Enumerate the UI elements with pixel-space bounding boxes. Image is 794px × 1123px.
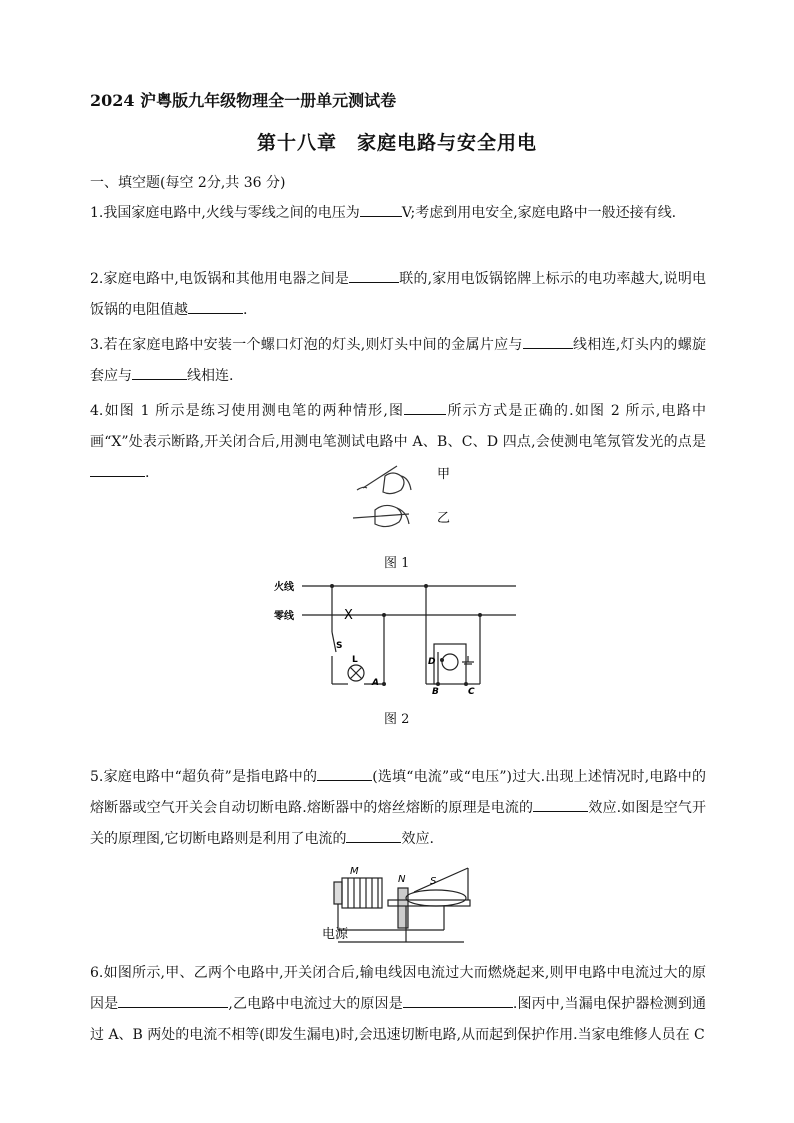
answer-blank[interactable] [90, 460, 145, 477]
document-header: 2024 沪粤版九年级物理全一册单元测试卷 [90, 91, 397, 110]
q1-text-b: V;考虑到用电安全,家庭电路中一般还接有 [401, 205, 658, 221]
q5-text-c: 效应.如图是空气开关的原理图,它切断电路则是利用了电流的 [90, 800, 707, 847]
answer-blank[interactable] [349, 266, 399, 283]
q6-text-c: .图丙中,当漏电保护器检测到通过 A、B 两处的电流不相等(即发生漏电)时,会迅速切断电路,从而起到保护作用.当家电维修人员在 C [90, 996, 706, 1043]
socket-outlet [442, 654, 458, 670]
label-jia: 甲 [437, 467, 451, 482]
socket [434, 644, 466, 684]
label-yi: 乙 [437, 511, 451, 526]
question-2 [90, 264, 706, 326]
section-heading: 一、填空题(每空 2分,共 36 分) [90, 175, 286, 191]
spring [406, 890, 466, 906]
figure-3 [318, 860, 478, 948]
q5-text-b: (选填“电流”或“电压”)过大.出现上述情况时,电路中的熔断器或空气开关会自动切断电路.熔断器中的熔丝熔断的原理是电流的 [90, 769, 707, 816]
answer-blank[interactable] [523, 332, 573, 349]
label-d: D [428, 657, 436, 667]
switch-arm-s [414, 868, 468, 892]
q2-text-b: 联的,家用电饭锅铭牌上标示的电功率越大,说明电饭锅的电阻值越 [90, 271, 706, 318]
q2-text-c: . [243, 302, 248, 318]
answer-blank[interactable] [346, 826, 401, 843]
label-b: B [432, 687, 439, 697]
q5-text-d: 效应. [401, 831, 434, 847]
hand-jia-illustration [357, 466, 411, 494]
q1-text-c: 线. [657, 205, 677, 221]
answer-blank[interactable] [188, 297, 243, 314]
q4-text-a: 4.如图 1 所示是练习使用测电笔的两种情形,图 [90, 403, 405, 419]
question-1 [90, 198, 706, 229]
label-c: C [468, 687, 475, 697]
label-m: M [350, 866, 359, 877]
q4-text-b: 所示方式是正确的.如图 2 所示,电路中画“X”处表示断路,开关闭合后,用测电笔测试电路中 A、B、C、D 四点,会使测电笔氖管发光的点是 [90, 403, 706, 450]
q5-text-a: 5.家庭电路中“超负荷”是指电路中的 [90, 769, 318, 785]
q3-text-c: 线相连. [187, 368, 234, 384]
question-6 [90, 958, 706, 1051]
q4-text-c: . [145, 465, 150, 481]
label-s: S [336, 641, 343, 651]
figure-1 [345, 460, 465, 540]
figure-1-caption: 图 1 [384, 556, 410, 571]
q2-text-a: 2.家庭电路中,电饭锅和其他用电器之间是 [90, 271, 350, 287]
label-neutral: 零线 [274, 611, 294, 622]
chapter-title: 第十八章 家庭电路与安全用电 [256, 132, 537, 154]
label-power: 电源 [322, 927, 349, 942]
hand-yi-illustration [353, 505, 409, 526]
q6-text-b: ,乙电路中电流过大的原因是 [228, 996, 403, 1012]
answer-blank[interactable] [404, 398, 446, 415]
question-5 [90, 762, 706, 855]
label-live: 火线 [274, 582, 294, 593]
answer-blank[interactable] [533, 795, 588, 812]
answer-blank[interactable] [118, 991, 228, 1008]
q6-text-a: 6.如图所示,甲、乙两个电路中,开关闭合后,输电线因电流过大而燃烧起来,则甲电路中电流过大的原因是 [90, 965, 706, 1012]
break-mark: X [344, 608, 353, 623]
label-n: N [398, 874, 406, 885]
label-s: S [430, 876, 437, 887]
q3-text-b: 线相连,灯头内的螺旋套应与 [90, 337, 706, 384]
label-a: A [372, 678, 379, 688]
electromagnet-core [334, 882, 342, 904]
answer-blank[interactable] [132, 363, 187, 380]
label-l: L [352, 655, 358, 665]
answer-blank[interactable] [403, 991, 513, 1008]
answer-blank[interactable] [317, 764, 372, 781]
figure-2-caption: 图 2 [384, 712, 410, 727]
figure-2 [270, 572, 530, 697]
q3-text-a: 3.若在家庭电路中安装一个螺口灯泡的灯头,则灯头中间的金属片应与 [90, 337, 523, 353]
q1-text-a: 1.我国家庭电路中,火线与零线之间的电压为 [90, 205, 360, 221]
question-3 [90, 330, 706, 392]
answer-blank[interactable] [360, 200, 402, 217]
